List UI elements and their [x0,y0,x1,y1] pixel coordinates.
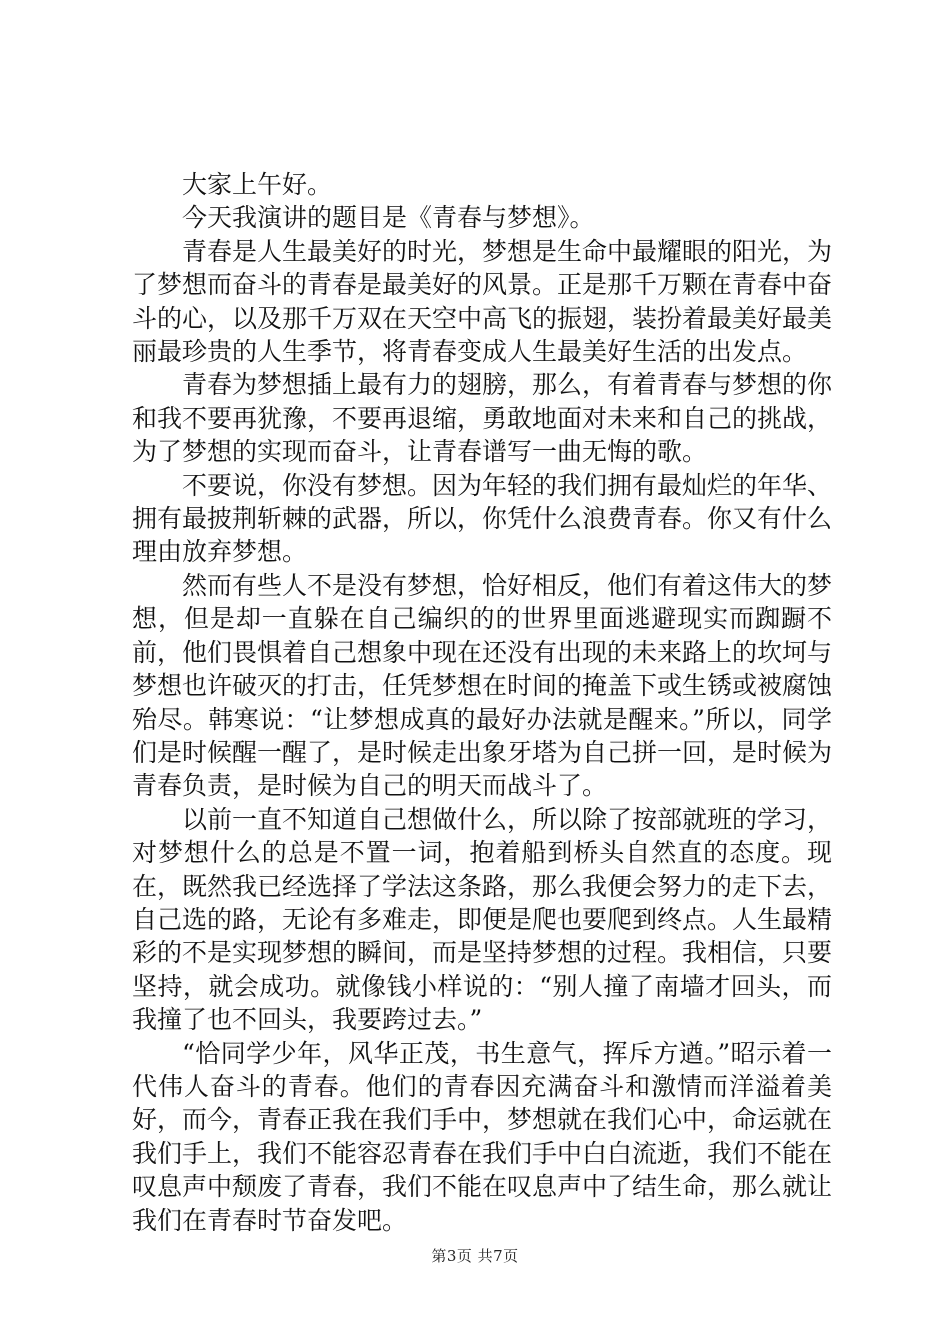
paragraph-body: 青春是人生最美好的时光，梦想是生命中最耀眼的阳光，为了梦想而奋斗的青春是最美好的风景。正是那千万颗在青春中奋斗的心，以及那千万双在天空中高飞的振翅，装扮着最美好最美丽最珍贵的人生季节，将青春变成人生最美好生活的出发点。 [132,236,833,367]
paragraph-body: 青春为梦想插上最有力的翅膀，那么，有着青春与梦想的你和我不要再犹豫，不要再退缩，勇敢地面对未来和自己的挑战，为了梦想的实现而奋斗，让青春谱写一曲无悔的歌。 [132,370,833,467]
speech-body [132,168,832,1237]
paragraph-body: 以前一直不知道自己想做什么，所以除了按部就班的学习，对梦想什么的总是不置一词，抱着船到桥头自然直的态度。现在，既然我已经选择了学法这条路，那么我便会努力的走下去，自己选的路，无论有多难走，即便是爬也要爬到终点。人生最精彩的不是实现梦想的瞬间，而是坚持梦想的过程。我相信，只要坚持，就会成功。就像钱小样说的：“别人撞了南墙才回头，而我撞了也不回头，我要跨过去。” [132,804,833,1035]
paragraph-body: 不要说，你没有梦想。因为年轻的我们拥有最灿烂的年华、拥有最披荆斩棘的武器，所以，你凭什么浪费青春。你又有什么理由放弃梦想。 [132,470,833,567]
paragraph-greeting: 大家上午好。 [182,170,333,199]
page-number-footer: 第3页 共7页 [431,1247,519,1265]
paragraph-body: “恰同学少年，风华正茂，书生意气，挥斥方遒。”昭示着一代伟人奋斗的青春。他们的青春因充满奋斗和激情而洋溢着美好，而今，青春正我在我们手中，梦想就在我们心中，命运就在我们手上，我们不能容忍青春在我们手中白白流逝，我们不能在叹息声中颓废了青春，我们不能在叹息声中了结生命，那么就让我们在青春时节奋发吧。 [132,1038,833,1235]
paragraph-body: 然而有些人不是没有梦想，恰好相反，他们有着这伟大的梦想，但是却一直躲在自己编织的的世界里面逃避现实而踟蹰不前，他们畏惧着自己想象中现在还没有出现的未来路上的坎坷与梦想也许破灭的打击，任凭梦想在时间的掩盖下或生锈或被腐蚀殆尽。韩寒说：“让梦想成真的最好办法就是醒来。”所以，同学们是时候醒一醒了，是时候走出象牙塔为自己拼一回，是时候为青春负责，是时候为自己的明天而战斗了。 [132,570,833,801]
paragraph-topic: 今天我演讲的题目是《青春与梦想》。 [182,203,595,233]
